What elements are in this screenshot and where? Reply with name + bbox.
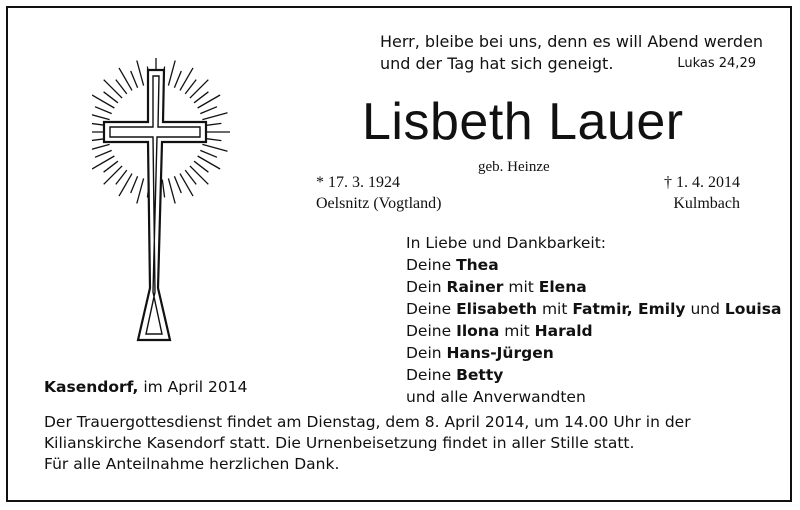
family-closing: und alle Anverwandten [406,388,586,406]
ray-stroke [116,170,127,184]
ray-stroke [92,113,110,120]
service-info [44,412,691,475]
ray-stroke [194,161,208,172]
birth-date: * 17. 3. 1924 [316,174,400,191]
family-member-name: Harald [534,322,593,340]
family-member-name: Ilona [456,322,500,340]
ray-stroke [200,150,217,157]
family-member-line [406,364,781,386]
family-relation-text: mit [499,322,535,340]
family-member-line [406,298,781,320]
ray-stroke [104,166,122,184]
maiden-name: geb. Heinze [478,159,550,175]
family-relation-text: Deine [406,366,457,384]
thanks-line: Für alle Anteilnahme herzlichen Dank. [44,455,340,473]
verse-reference: Lukas 24,29 [677,56,756,71]
family-intro: In Liebe und Dankbarkeit: [406,234,607,252]
place-date [44,380,247,396]
death-place: Kulmbach [673,195,740,212]
ray-stroke [92,144,110,151]
ray-stroke [95,107,112,114]
ray-stroke [137,61,144,86]
ray-stroke [202,144,227,151]
deceased-name: Lisbeth Lauer [362,93,684,151]
cross-with-rays-icon [92,56,232,356]
family-relation-text: Dein [406,278,447,296]
verse-line-2: und der Tag hat sich geneigt. [380,54,614,73]
ray-stroke [168,61,175,86]
ray-stroke [185,80,196,94]
family-member-name: Louisa [724,300,782,318]
ray-stroke [162,180,164,198]
family-member-name: Elisabeth [456,300,538,318]
family-member-line [406,276,781,298]
ray-stroke [168,178,175,203]
ray-stroke [104,80,122,98]
family-relation-text: mit [503,278,539,296]
ray-stroke [137,178,144,203]
ray-stroke [174,176,181,193]
family-relation-text: Dein [406,344,447,362]
ray-stroke [104,92,118,103]
ray-stroke [174,71,181,88]
ray-stroke [131,71,138,88]
ray-stroke [185,170,196,184]
date-text: im April 2014 [138,378,248,396]
service-line-1: Der Trauergottesdienst findet am Dienstag, dem 8. April 2014, um 14.00 Uhr in der [44,413,691,431]
birth-place: Oelsnitz (Vogtland) [316,195,442,212]
verse-line-1: Herr, bleibe bei uns, denn es will Abend werden [380,32,764,51]
family-relation-text: mit [537,300,573,318]
family-member-line [406,254,781,276]
ray-stroke [202,113,227,120]
ray-stroke [116,80,127,94]
family-member-name: Elena [538,278,587,296]
family-member-name: Hans-Jürgen [446,344,554,362]
family-member-line [406,342,781,364]
place-name: Kasendorf, [44,378,139,396]
service-line-2: Kilianskirche Kasendorf statt. Die Urnenbeisetzung findet in aller Stille statt. [44,434,635,452]
family-relation-text: und [685,300,725,318]
family-member-name: Thea [456,256,499,274]
ray-stroke [194,92,208,103]
ray-stroke [104,161,118,172]
family-relation-text: Deine [406,300,457,318]
ray-stroke [190,166,208,184]
ray-stroke [131,176,138,193]
family-member-name: Fatmir, Emily [572,300,686,318]
family-list [406,232,781,408]
ray-stroke [95,150,112,157]
family-member-name: Rainer [446,278,504,296]
ray-stroke [190,80,208,98]
death-date: † 1. 4. 2014 [664,174,740,191]
family-relation-text: Deine [406,256,457,274]
ray-stroke [200,107,217,114]
family-relation-text: Deine [406,322,457,340]
family-member-line [406,320,781,342]
family-member-name: Betty [456,366,504,384]
